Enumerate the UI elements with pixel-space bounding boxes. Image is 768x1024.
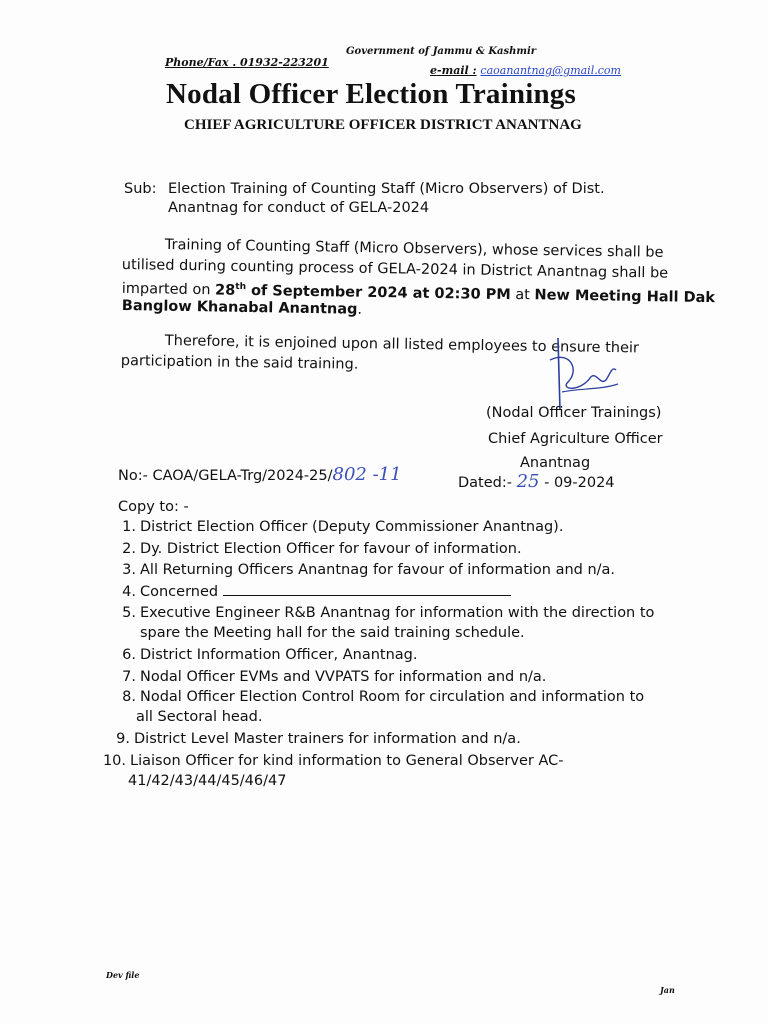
footer-right-note: Jan: [660, 985, 675, 995]
dated-line: [458, 473, 615, 492]
list-item-number: 9.: [116, 731, 130, 747]
list-item-text: Nodal Officer EVMs and VVPATS for information and n/a.: [140, 669, 547, 685]
list-item: [116, 604, 654, 622]
date-day: 28: [214, 282, 236, 299]
list-item-number: 3.: [122, 562, 136, 578]
text-segment: .: [357, 301, 363, 318]
list-item-text: All Returning Officers Anantnag for favour of information and n/a.: [140, 562, 616, 578]
date-time: of September 2024 at 02:30 PM: [245, 282, 511, 303]
list-item: [116, 646, 418, 664]
paragraph1-line1: Training of Counting Staff (Micro Observers), whose services shall be: [164, 236, 664, 261]
list-item-number: 7.: [122, 669, 136, 685]
footer-left-note: Dev file: [106, 970, 140, 980]
signatory-location: Anantnag: [520, 455, 591, 471]
signatory-designation: Chief Agriculture Officer: [488, 431, 663, 447]
paragraph2-line1: Therefore, it is enjoined upon all listed employees to ensure their: [164, 332, 640, 357]
list-item-number: 8.: [122, 689, 136, 705]
signatory-title: (Nodal Officer Trainings): [486, 405, 662, 421]
list-item-text: District Election Officer (Deputy Commissioner Anantnag).: [140, 519, 564, 535]
document-title: Nodal Officer Election Trainings: [166, 78, 576, 110]
reference-handwritten: 802 -11: [332, 464, 402, 485]
date-suffix: th: [235, 281, 247, 292]
reference-prefix: No:- CAOA/GELA-Trg/2024-25/: [118, 468, 333, 484]
list-item-number: 1.: [122, 519, 136, 535]
list-item-continuation: spare the Meeting hall for the said training schedule.: [140, 625, 525, 641]
list-item: [116, 688, 644, 706]
paragraph2-line2: participation in the said training.: [120, 352, 359, 373]
list-item-text: District Level Master trainers for information and n/a.: [134, 731, 521, 747]
list-item-text: Liaison Officer for kind information to General Observer AC-: [130, 753, 564, 769]
list-item-text: Dy. District Election Officer for favour of information.: [140, 541, 522, 557]
list-item: [116, 540, 522, 558]
list-item-text: Nodal Officer Election Control Room for circulation and information to: [140, 689, 645, 705]
list-item: [116, 518, 563, 536]
list-item-continuation: all Sectoral head.: [136, 709, 263, 725]
subject-label: Sub:: [124, 181, 157, 197]
list-item: [110, 730, 521, 748]
list-item: [116, 582, 511, 601]
venue-part2: Banglow Khanabal Anantnag: [121, 297, 358, 318]
list-item-number: 6.: [122, 647, 136, 663]
email-label: e-mail :: [430, 64, 477, 77]
list-item-text: Concerned: [140, 584, 219, 600]
reference-number: [118, 466, 402, 485]
blank-line: [223, 582, 511, 596]
subject-line-2: Anantnag for conduct of GELA-2024: [168, 200, 430, 216]
paragraph1-line4: [122, 297, 362, 319]
list-item: [100, 752, 563, 770]
dated-label: Dated:-: [458, 475, 512, 491]
list-item-number: 4.: [122, 584, 136, 600]
list-item-continuation: 41/42/43/44/45/46/47: [128, 773, 287, 789]
text-segment: imparted on: [121, 280, 216, 299]
list-item-number: 10.: [102, 753, 126, 769]
list-item-text: District Information Officer, Anantnag.: [140, 647, 418, 663]
subject-line-1: Election Training of Counting Staff (Micro Observers) of Dist.: [168, 181, 605, 197]
dated-day-handwritten: 25: [516, 471, 540, 492]
venue-part1: New Meeting Hall Dak: [534, 287, 716, 307]
text-segment: at: [510, 286, 535, 304]
dated-suffix: - 09-2024: [544, 475, 615, 491]
list-item-number: 5.: [122, 605, 136, 621]
paragraph1-line2: utilised during counting process of GELA-2024 in District Anantnag shall be: [121, 256, 669, 282]
list-item: [116, 561, 615, 579]
list-item-text: Executive Engineer R&B Anantnag for information with the direction to: [140, 605, 655, 621]
email-line: [430, 64, 621, 77]
email-link[interactable]: caoanantnag@gmail.com: [480, 64, 621, 77]
phone-fax: Phone/Fax . 01932-223201: [165, 56, 329, 69]
government-header: Government of Jammu & Kashmir: [346, 46, 537, 57]
list-item-number: 2.: [122, 541, 136, 557]
copy-to-label: Copy to: -: [118, 499, 189, 515]
document-subtitle: CHIEF AGRICULTURE OFFICER DISTRICT ANANTNAG: [184, 117, 582, 133]
list-item: [116, 668, 546, 686]
